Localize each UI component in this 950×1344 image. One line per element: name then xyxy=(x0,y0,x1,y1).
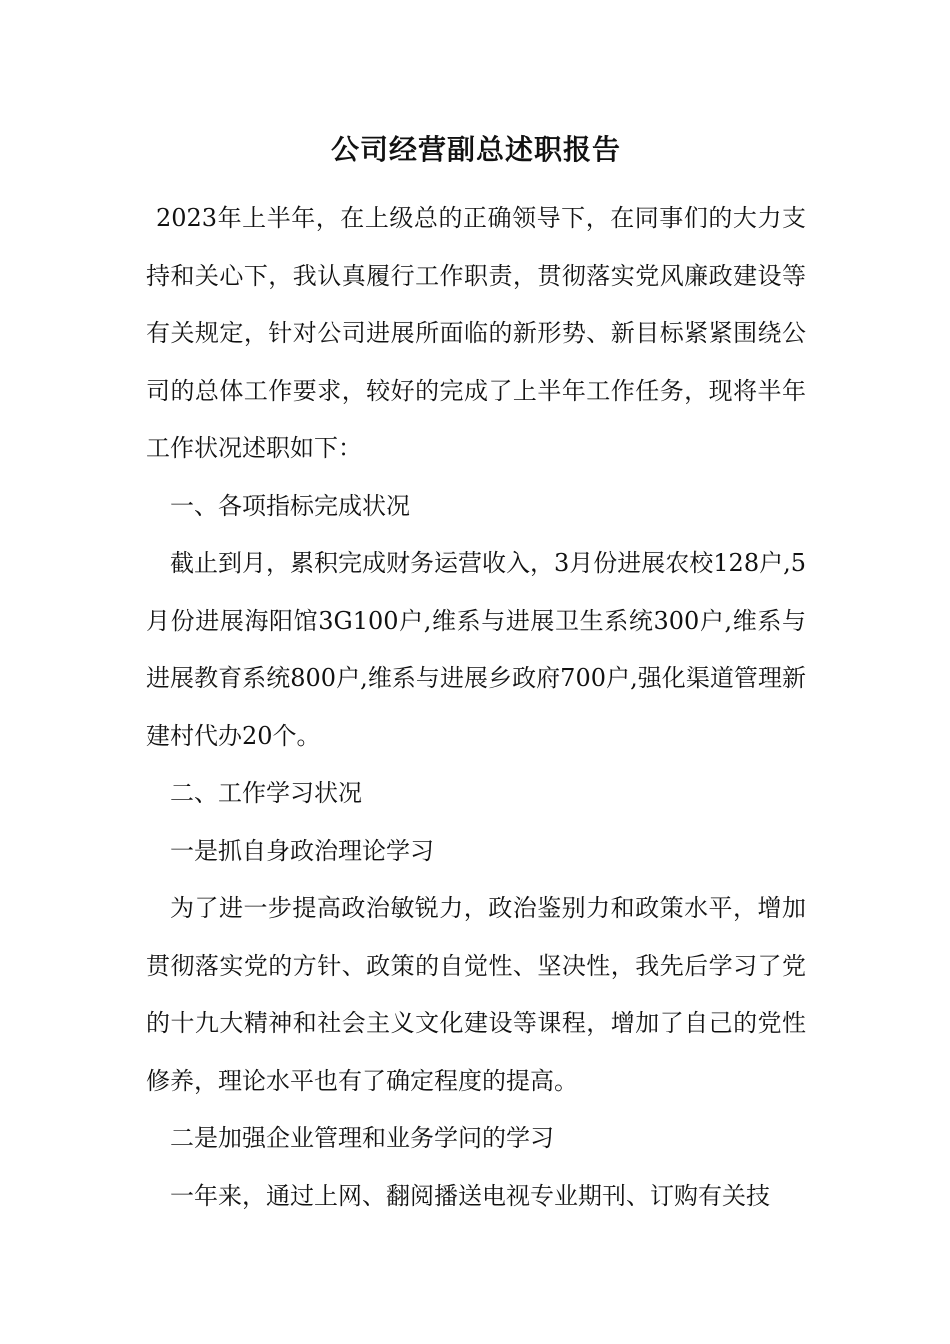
subheading-management-study: 二是加强企业管理和业务学问的学习 xyxy=(170,1124,554,1152)
indicators-paragraph: 截止到月，累积完成财务运营收入，3月份进展农校128户,5月份进展海阳馆3G100户,维系与进展卫生系统300户,维系与进展教育系统800户,维系与进展乡政府700户,强化渠道管理新建村代办20个。 xyxy=(146,549,806,750)
section-heading-indicators: 一、各项指标完成状况 xyxy=(170,491,410,520)
subheading-political-study: 一是抓自身政治理论学习 xyxy=(170,836,434,865)
document-page xyxy=(146,120,806,1225)
intro-paragraph: 2023年上半年，在上级总的正确领导下，在同事们的大力支持和关心下，我认真履行工作职责，贯彻落实党风廉政建设等有关规定，针对公司进展所面临的新形势、新目标紧紧围绕公司的总体工作要求，较好的完成了上半年工作任务，现将半年工作状况述职如下： xyxy=(146,204,806,462)
political-study-paragraph: 为了进一步提高政治敏锐力，政治鉴别力和政策水平，增加贯彻落实党的方针、政策的自觉性、坚决性，我先后学习了党的十九大精神和社会主义文化建设等课程，增加了自己的党性修养，理论水平也有了确定程度的提高。 xyxy=(146,894,806,1095)
management-study-paragraph: 一年来，通过上网、翻阅播送电视专业期刊、订购有关技 xyxy=(170,1181,770,1210)
document-title: 公司经营副总述职报告 xyxy=(330,133,621,166)
section-heading-work-study: 二、工作学习状况 xyxy=(170,779,362,807)
